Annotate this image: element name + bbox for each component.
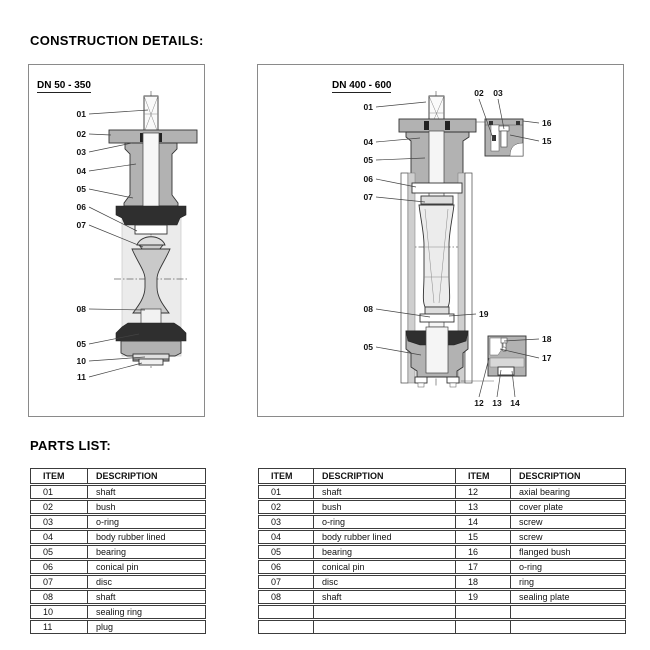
table-row xyxy=(258,530,626,544)
table-row xyxy=(258,620,626,634)
table-row xyxy=(30,545,206,559)
table-row xyxy=(30,590,206,604)
table-row xyxy=(30,485,206,499)
table-cell: plug xyxy=(96,622,114,632)
table-cell: 03 xyxy=(259,516,314,528)
plug xyxy=(139,359,163,365)
table-row xyxy=(258,590,626,604)
part-number-label: 13 xyxy=(492,398,502,408)
table-cell: 08 xyxy=(259,591,314,603)
table-cell: shaft xyxy=(314,591,456,603)
part-number-label: 05 xyxy=(363,342,373,352)
rubber-liner-bottom xyxy=(116,323,186,341)
diagram-panel-dn400-600 xyxy=(257,64,624,417)
table-row xyxy=(30,575,206,589)
part-number-label: 03 xyxy=(76,147,86,157)
table-row xyxy=(30,515,206,529)
table-cell: bush xyxy=(96,502,116,512)
table-header-cell: ITEM xyxy=(259,469,314,483)
table-cell xyxy=(259,621,314,633)
table-row xyxy=(258,560,626,574)
ring-mark xyxy=(501,338,507,343)
part-number-label: 05 xyxy=(76,184,86,194)
table-cell: 01 xyxy=(259,486,314,498)
table-header-cell: DESCRIPTION xyxy=(314,469,456,483)
table-row xyxy=(30,560,206,574)
table-row xyxy=(30,620,206,634)
leader-line xyxy=(89,164,136,171)
table-cell: 04 xyxy=(31,531,88,543)
table-header-cell: DESCRIPTION xyxy=(96,471,158,481)
table-cell: shaft xyxy=(314,486,456,498)
table-cell: shaft xyxy=(96,487,116,497)
diagram-caption-dn400-600: DN 400 - 600 xyxy=(332,80,392,91)
leader-line xyxy=(376,197,425,202)
table-cell: 05 xyxy=(259,546,314,558)
table-row xyxy=(30,500,206,514)
part-number-label: 08 xyxy=(76,304,86,314)
table-header-row xyxy=(258,468,626,484)
bush-left xyxy=(424,121,429,130)
part-number-label: 06 xyxy=(76,202,86,212)
table-header-row xyxy=(30,468,206,484)
table-cell: 18 xyxy=(456,576,511,588)
table-cell: body rubber lined xyxy=(96,532,166,542)
leader-line xyxy=(523,121,539,123)
table-header-cell: DESCRIPTION xyxy=(519,471,581,481)
table-row xyxy=(258,515,626,529)
top-flange xyxy=(399,119,476,132)
parts-list-heading: PARTS LIST: xyxy=(30,438,112,453)
top-bearing-detail xyxy=(485,119,523,156)
table-cell xyxy=(259,606,314,618)
table-cell: 12 xyxy=(456,486,511,498)
leader-line xyxy=(89,189,133,198)
part-number-label: 15 xyxy=(542,136,552,146)
construction-details-heading: CONSTRUCTION DETAILS: xyxy=(30,33,204,48)
table-cell: axial bearing xyxy=(519,487,571,497)
table-cell: o-ring xyxy=(519,562,543,572)
table-cell: cover plate xyxy=(519,502,564,512)
table-cell: 02 xyxy=(31,501,88,513)
part-number-label: 18 xyxy=(542,334,552,344)
table-cell: screw xyxy=(519,532,543,542)
rubber-liner-top xyxy=(116,206,186,225)
part-number-label: 01 xyxy=(76,109,86,119)
shaft-stem xyxy=(144,96,158,133)
sealing-plate xyxy=(420,314,454,322)
table-cell: conical pin xyxy=(96,562,139,572)
table-cell: 01 xyxy=(31,486,88,498)
part-number-label: 17 xyxy=(542,353,552,363)
part-number-label: 02 xyxy=(474,88,484,98)
table-cell: 08 xyxy=(31,591,88,603)
table-cell: 15 xyxy=(456,531,511,543)
bush-cap xyxy=(421,196,453,204)
bush-right xyxy=(445,121,450,130)
part-number-label: 05 xyxy=(363,155,373,165)
table-cell xyxy=(314,606,456,618)
leader-line xyxy=(89,363,142,377)
table-cell: conical pin xyxy=(314,561,456,573)
table-cell xyxy=(314,621,456,633)
table-cell: body rubber lined xyxy=(314,531,456,543)
table-cell: 19 xyxy=(456,591,511,603)
valve-cross-section-dn50-350 xyxy=(29,65,204,416)
table-cell: bearing xyxy=(314,546,456,558)
bottom-bearing-detail xyxy=(488,336,526,376)
table-cell: 04 xyxy=(259,531,314,543)
part-number-label: 10 xyxy=(76,356,86,366)
sealing-ring xyxy=(133,354,169,359)
table-cell: 10 xyxy=(31,606,88,618)
leader-line xyxy=(376,102,426,107)
part-number-label: 12 xyxy=(474,398,484,408)
part-number-label: 03 xyxy=(493,88,503,98)
table-cell: bearing xyxy=(96,547,127,557)
table-header-cell: ITEM xyxy=(456,469,511,483)
table-cell: 11 xyxy=(31,621,88,633)
part-number-label: 08 xyxy=(363,304,373,314)
table-cell: bush xyxy=(314,501,456,513)
table-cell: 07 xyxy=(31,576,88,588)
leader-line xyxy=(479,358,489,397)
table-row xyxy=(258,545,626,559)
table-cell: disc xyxy=(96,577,113,587)
part-number-label: 02 xyxy=(76,129,86,139)
table-cell: 07 xyxy=(259,576,314,588)
table-row xyxy=(258,575,626,589)
table-cell xyxy=(456,621,511,633)
table-cell: sealing plate xyxy=(519,592,570,602)
part-number-label: 01 xyxy=(363,102,373,112)
table-cell: 06 xyxy=(259,561,314,573)
table-cell: 02 xyxy=(259,501,314,513)
parts-table-dn400-600 xyxy=(258,468,626,634)
part-number-label: 04 xyxy=(76,166,86,176)
table-cell: 14 xyxy=(456,516,511,528)
part-number-label: 19 xyxy=(479,309,489,319)
table-cell: disc xyxy=(314,576,456,588)
table-cell: o-ring xyxy=(96,517,120,527)
bearing-bar xyxy=(412,183,462,193)
table-cell: screw xyxy=(519,517,543,527)
table-cell: 17 xyxy=(456,561,511,573)
disc xyxy=(419,205,454,307)
table-row xyxy=(30,530,206,544)
table-row xyxy=(30,605,206,619)
axial-ring xyxy=(425,307,449,314)
table-cell: 13 xyxy=(456,501,511,513)
part-number-label: 11 xyxy=(77,372,86,382)
bearing-bar xyxy=(135,225,167,234)
table-cell: 05 xyxy=(31,546,88,558)
part-number-label: 04 xyxy=(363,137,373,147)
table-cell: flanged bush xyxy=(519,547,571,557)
table-row xyxy=(258,605,626,619)
part-number-label: 06 xyxy=(363,174,373,184)
leader-line xyxy=(89,110,148,114)
bottom-shaft-column xyxy=(426,327,448,373)
table-cell: o-ring xyxy=(314,516,456,528)
part-number-label: 07 xyxy=(76,220,86,230)
table-cell: 03 xyxy=(31,516,88,528)
parts-table-dn50-350 xyxy=(30,468,206,634)
axial-bearing-section xyxy=(490,358,524,367)
table-cell xyxy=(456,606,511,618)
table-cell: shaft xyxy=(96,592,116,602)
diagram-panel-dn50-350 xyxy=(28,64,205,417)
table-cell: 16 xyxy=(456,546,511,558)
table-cell: 06 xyxy=(31,561,88,573)
valve-cross-section-dn400-600 xyxy=(258,65,623,416)
leader-line xyxy=(89,134,111,135)
part-number-label: 16 xyxy=(542,118,552,128)
table-cell: ring xyxy=(519,577,535,587)
hub-feet xyxy=(415,377,459,387)
part-number-label: 14 xyxy=(510,398,520,408)
table-header-cell: ITEM xyxy=(31,469,88,483)
table-row xyxy=(258,485,626,499)
screw-body xyxy=(501,131,507,147)
diagram-caption-dn50-350: DN 50 - 350 xyxy=(37,80,91,91)
part-number-label: 05 xyxy=(76,339,86,349)
table-cell: sealing ring xyxy=(96,607,143,617)
table-row xyxy=(258,500,626,514)
part-number-label: 07 xyxy=(363,192,373,202)
